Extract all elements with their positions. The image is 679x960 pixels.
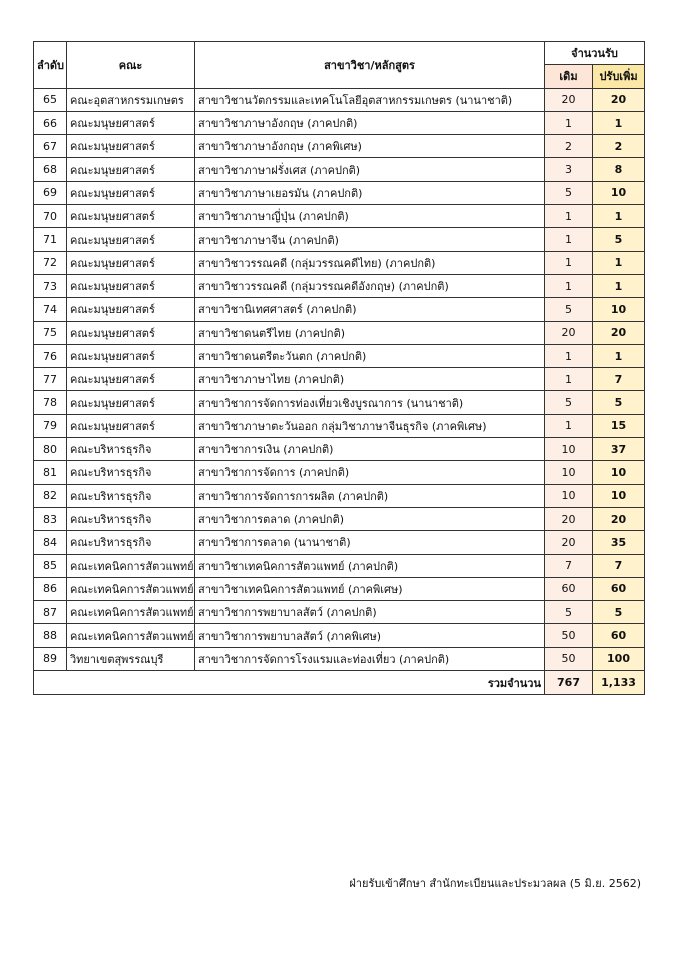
row-program: สาขาวิชาการเงิน (ภาคปกติ) [195,438,545,461]
row-original: 10 [545,461,593,484]
row-program: สาขาวิชาภาษาอังกฤษ (ภาคพิเศษ) [195,135,545,158]
row-adjusted: 35 [593,531,645,554]
row-original: 50 [545,624,593,647]
row-faculty: คณะมนุษยศาสตร์ [67,414,195,437]
row-original: 1 [545,414,593,437]
table-row [34,484,645,507]
row-faculty: คณะบริหารธุรกิจ [67,531,195,554]
row-faculty: คณะมนุษยศาสตร์ [67,251,195,274]
table-row [34,438,645,461]
row-program: สาขาวิชาเทคนิคการสัตวแพทย์ (ภาคปกติ) [195,554,545,577]
row-index: 65 [34,88,67,111]
row-faculty: คณะเทคนิคการสัตวแพทย์ [67,624,195,647]
header-capacity: จำนวนรับ [545,42,645,65]
row-original: 60 [545,577,593,600]
row-adjusted: 37 [593,438,645,461]
row-adjusted: 5 [593,601,645,624]
row-index: 70 [34,205,67,228]
row-index: 77 [34,368,67,391]
row-program: สาขาวิชาดนตรีไทย (ภาคปกติ) [195,321,545,344]
table-row [34,391,645,414]
row-original: 1 [545,251,593,274]
table-row [34,298,645,321]
row-index: 71 [34,228,67,251]
row-original: 10 [545,484,593,507]
table-row [34,554,645,577]
header-faculty: คณะ [67,42,195,89]
row-adjusted: 5 [593,391,645,414]
row-faculty: คณะมนุษยศาสตร์ [67,274,195,297]
table-row [34,251,645,274]
row-index: 80 [34,438,67,461]
row-program: สาขาวิชาการพยาบาลสัตว์ (ภาคปกติ) [195,601,545,624]
row-adjusted: 2 [593,135,645,158]
row-program: สาขาวิชาภาษาจีน (ภาคปกติ) [195,228,545,251]
row-index: 87 [34,601,67,624]
row-adjusted: 60 [593,624,645,647]
row-adjusted: 10 [593,298,645,321]
row-original: 5 [545,298,593,321]
row-program: สาขาวิชาภาษาเยอรมัน (ภาคปกติ) [195,181,545,204]
table-row [34,88,645,111]
row-faculty: คณะมนุษยศาสตร์ [67,368,195,391]
row-program: สาขาวิชาการจัดการโรงแรมและท่องเที่ยว (ภาคปกติ) [195,647,545,670]
table-row [34,577,645,600]
row-index: 69 [34,181,67,204]
table-row [34,274,645,297]
row-original: 1 [545,274,593,297]
row-faculty: คณะมนุษยศาสตร์ [67,228,195,251]
row-index: 83 [34,507,67,530]
table-row [34,205,645,228]
row-adjusted: 1 [593,344,645,367]
row-adjusted: 10 [593,461,645,484]
table-body [34,88,645,670]
table-row [34,111,645,134]
row-original: 10 [545,438,593,461]
row-faculty: คณะเทคนิคการสัตวแพทย์ [67,554,195,577]
row-adjusted: 20 [593,507,645,530]
header-program: สาขาวิชา/หลักสูตร [195,42,545,89]
row-index: 86 [34,577,67,600]
row-original: 20 [545,507,593,530]
table-row [34,181,645,204]
total-adjusted: 1,133 [593,671,645,695]
row-index: 89 [34,647,67,670]
row-original: 3 [545,158,593,181]
row-faculty: คณะอุตสาหกรรมเกษตร [67,88,195,111]
total-original: 767 [545,671,593,695]
row-index: 81 [34,461,67,484]
row-index: 88 [34,624,67,647]
row-index: 68 [34,158,67,181]
table-row [34,624,645,647]
row-adjusted: 1 [593,111,645,134]
table-row [34,228,645,251]
row-program: สาขาวิชาการพยาบาลสัตว์ (ภาคพิเศษ) [195,624,545,647]
row-original: 7 [545,554,593,577]
row-adjusted: 10 [593,181,645,204]
row-index: 66 [34,111,67,134]
row-index: 76 [34,344,67,367]
row-faculty: คณะมนุษยศาสตร์ [67,344,195,367]
table-row [34,344,645,367]
row-original: 1 [545,205,593,228]
row-faculty: คณะมนุษยศาสตร์ [67,321,195,344]
header-index: ลำดับ [34,42,67,89]
row-faculty: คณะบริหารธุรกิจ [67,484,195,507]
row-program: สาขาวิชานิเทศศาสตร์ (ภาคปกติ) [195,298,545,321]
row-adjusted: 100 [593,647,645,670]
table-row [34,507,645,530]
header-adjusted: ปรับเพิ่ม [593,65,645,88]
row-program: สาขาวิชาภาษาไทย (ภาคปกติ) [195,368,545,391]
row-faculty: คณะมนุษยศาสตร์ [67,298,195,321]
row-index: 85 [34,554,67,577]
row-adjusted: 5 [593,228,645,251]
row-program: สาขาวิชาดนตรีตะวันตก (ภาคปกติ) [195,344,545,367]
row-faculty: คณะมนุษยศาสตร์ [67,181,195,204]
admission-table [33,41,645,695]
row-adjusted: 10 [593,484,645,507]
table-row [34,321,645,344]
row-adjusted: 20 [593,88,645,111]
row-adjusted: 20 [593,321,645,344]
row-adjusted: 60 [593,577,645,600]
header-original: เดิม [545,65,593,88]
row-original: 2 [545,135,593,158]
row-original: 5 [545,181,593,204]
table-row [34,647,645,670]
row-index: 75 [34,321,67,344]
row-adjusted: 1 [593,205,645,228]
table-row [34,601,645,624]
row-faculty: คณะมนุษยศาสตร์ [67,158,195,181]
row-faculty: คณะบริหารธุรกิจ [67,461,195,484]
row-program: สาขาวิชาภาษาฝรั่งเศส (ภาคปกติ) [195,158,545,181]
row-faculty: คณะมนุษยศาสตร์ [67,391,195,414]
row-index: 79 [34,414,67,437]
row-faculty: คณะมนุษยศาสตร์ [67,111,195,134]
row-faculty: คณะเทคนิคการสัตวแพทย์ [67,577,195,600]
table-row [34,368,645,391]
row-faculty: คณะบริหารธุรกิจ [67,507,195,530]
row-index: 73 [34,274,67,297]
row-original: 1 [545,111,593,134]
row-program: สาขาวิชาการจัดการ (ภาคปกติ) [195,461,545,484]
row-index: 78 [34,391,67,414]
table-row [34,414,645,437]
row-index: 82 [34,484,67,507]
row-adjusted: 15 [593,414,645,437]
row-faculty: คณะเทคนิคการสัตวแพทย์ [67,601,195,624]
row-adjusted: 1 [593,274,645,297]
row-program: สาขาวิชาการตลาด (นานาชาติ) [195,531,545,554]
total-row [34,671,645,695]
row-program: สาขาวิชาภาษาตะวันออก กลุ่มวิชาภาษาจีนธุรกิจ (ภาคพิเศษ) [195,414,545,437]
row-original: 20 [545,531,593,554]
footer-note: ฝ่ายรับเข้าศึกษา สำนักทะเบียนและประมวลผล (5 มิ.ย. 2562) [349,877,641,890]
row-original: 50 [545,647,593,670]
row-index: 74 [34,298,67,321]
row-index: 84 [34,531,67,554]
row-program: สาขาวิชาการตลาด (ภาคปกติ) [195,507,545,530]
row-original: 1 [545,228,593,251]
row-original: 20 [545,88,593,111]
row-original: 1 [545,368,593,391]
table-row [34,158,645,181]
row-adjusted: 1 [593,251,645,274]
row-original: 5 [545,391,593,414]
row-original: 1 [545,344,593,367]
row-faculty: วิทยาเขตสุพรรณบุรี [67,647,195,670]
table-row [34,531,645,554]
table-row [34,461,645,484]
row-program: สาขาวิชานวัตกรรมและเทคโนโลยีอุตสาหกรรมเกษตร (นานาชาติ) [195,88,545,111]
row-program: สาขาวิชาเทคนิคการสัตวแพทย์ (ภาคพิเศษ) [195,577,545,600]
table-row [34,135,645,158]
row-original: 20 [545,321,593,344]
row-faculty: คณะมนุษยศาสตร์ [67,205,195,228]
row-program: สาขาวิชาภาษาญี่ปุ่น (ภาคปกติ) [195,205,545,228]
row-index: 67 [34,135,67,158]
row-program: สาขาวิชาการจัดการการผลิต (ภาคปกติ) [195,484,545,507]
row-faculty: คณะมนุษยศาสตร์ [67,135,195,158]
total-label: รวมจำนวน [34,671,545,695]
row-adjusted: 8 [593,158,645,181]
row-program: สาขาวิชาวรรณคดี (กลุ่มวรรณคดีไทย) (ภาคปกติ) [195,251,545,274]
row-adjusted: 7 [593,554,645,577]
row-faculty: คณะบริหารธุรกิจ [67,438,195,461]
row-adjusted: 7 [593,368,645,391]
row-index: 72 [34,251,67,274]
row-program: สาขาวิชาภาษาอังกฤษ (ภาคปกติ) [195,111,545,134]
row-original: 5 [545,601,593,624]
row-program: สาขาวิชาวรรณคดี (กลุ่มวรรณคดีอังกฤษ) (ภาคปกติ) [195,274,545,297]
row-program: สาขาวิชาการจัดการท่องเที่ยวเชิงบูรณาการ (นานาชาติ) [195,391,545,414]
